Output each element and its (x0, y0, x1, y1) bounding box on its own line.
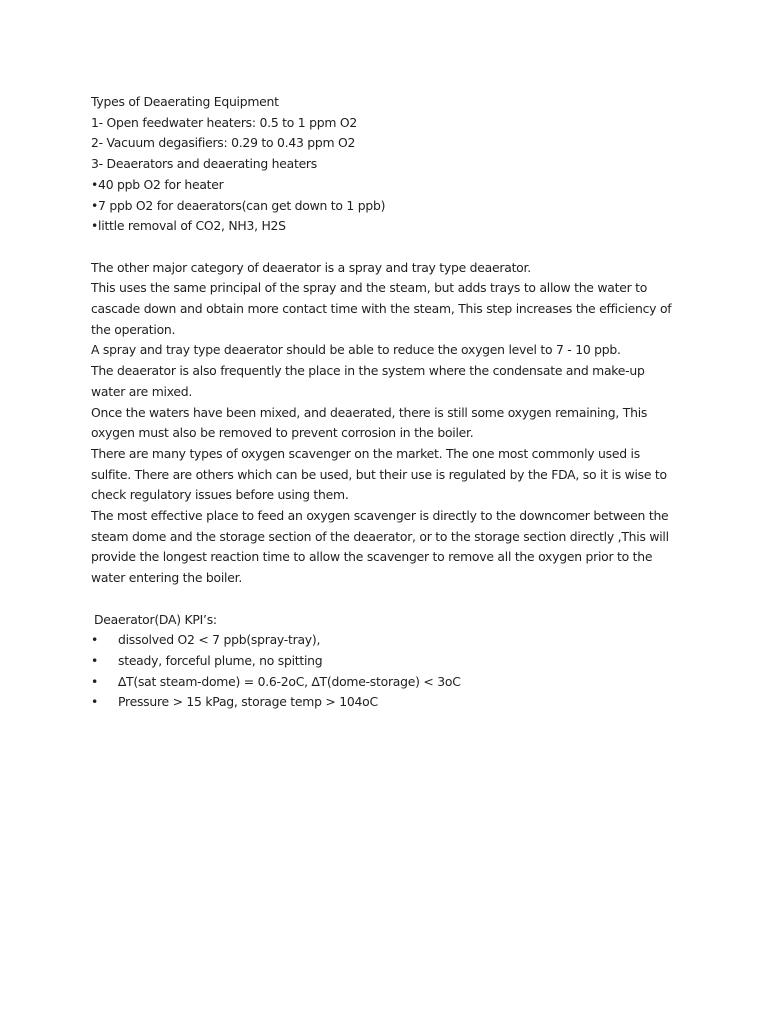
spacer (91, 237, 681, 258)
spacer (91, 589, 681, 610)
kpi-item-text: ∆T(sat steam-dome) = 0.6-2oC, ∆T(dome-storage) < 3oC (118, 673, 461, 689)
equipment-item: •40 ppb O2 for heater (91, 176, 224, 192)
bullet-icon: • (91, 673, 99, 689)
equipment-item: •7 ppb O2 for deaerators(can get down to 1 ppb) (91, 197, 386, 213)
document-heading: Types of Deaerating Equipment (91, 94, 279, 109)
paragraph: The most effective place to feed an oxygen scavenger is directly to the downcomer between the steam dome and the storage section of the deaerator, or to the storage section directly ,This will provide the longest reaction time to allow the scavenger to remove all the oxygen prior to the water entering the boiler. (91, 508, 669, 586)
equipment-item: •little removal of CO2, NH3, H2S (91, 218, 286, 234)
kpi-item-text: steady, forceful plume, no spitting (118, 652, 323, 668)
bullet-icon: • (91, 632, 99, 648)
paragraph: This uses the same principal of the spray and the steam, but adds trays to allow the water to cascade down and obtain more contact time with the steam, This step increases the efficiency of the operation. (91, 280, 672, 337)
kpi-item (91, 630, 681, 651)
kpi-item (91, 692, 681, 713)
kpi-item-text: dissolved O2 < 7 ppb(spray-tray), (118, 632, 321, 648)
equipment-item: 2- Vacuum degasifiers: 0.29 to 0.43 ppm O2 (91, 135, 356, 151)
equipment-item: 3- Deaerators and deaerating heaters (91, 156, 317, 172)
kpi-item (91, 672, 681, 693)
paragraph: There are many types of oxygen scavenger on the market. The one most commonly used is sulfite. There are others which can be used, but their use is regulated by the FDA, so it is wise to check regulatory issues before using them. (91, 445, 667, 503)
kpi-item-text: Pressure > 15 kPag, storage temp > 104oC (118, 694, 378, 710)
paragraph: Once the waters have been mixed, and deaerated, there is still some oxygen remaining, This oxygen must also be removed to prevent corrosion in the boiler. (91, 404, 648, 441)
paragraph: A spray and tray type deaerator should be able to reduce the oxygen level to 7 - 10 ppb. (91, 342, 621, 358)
kpi-item (91, 651, 681, 672)
paragraph: The deaerator is also frequently the place in the system where the condensate and make-up water are mixed. (91, 363, 645, 399)
document-body (91, 92, 681, 713)
bullet-icon: • (91, 652, 99, 668)
bullet-icon: • (91, 694, 99, 710)
paragraph: The other major category of deaerator is a spray and tray type deaerator. (91, 259, 531, 275)
kpi-title: Deaerator(DA) KPI’s: (94, 611, 217, 627)
equipment-item: 1- Open feedwater heaters: 0.5 to 1 ppm O2 (91, 114, 357, 130)
